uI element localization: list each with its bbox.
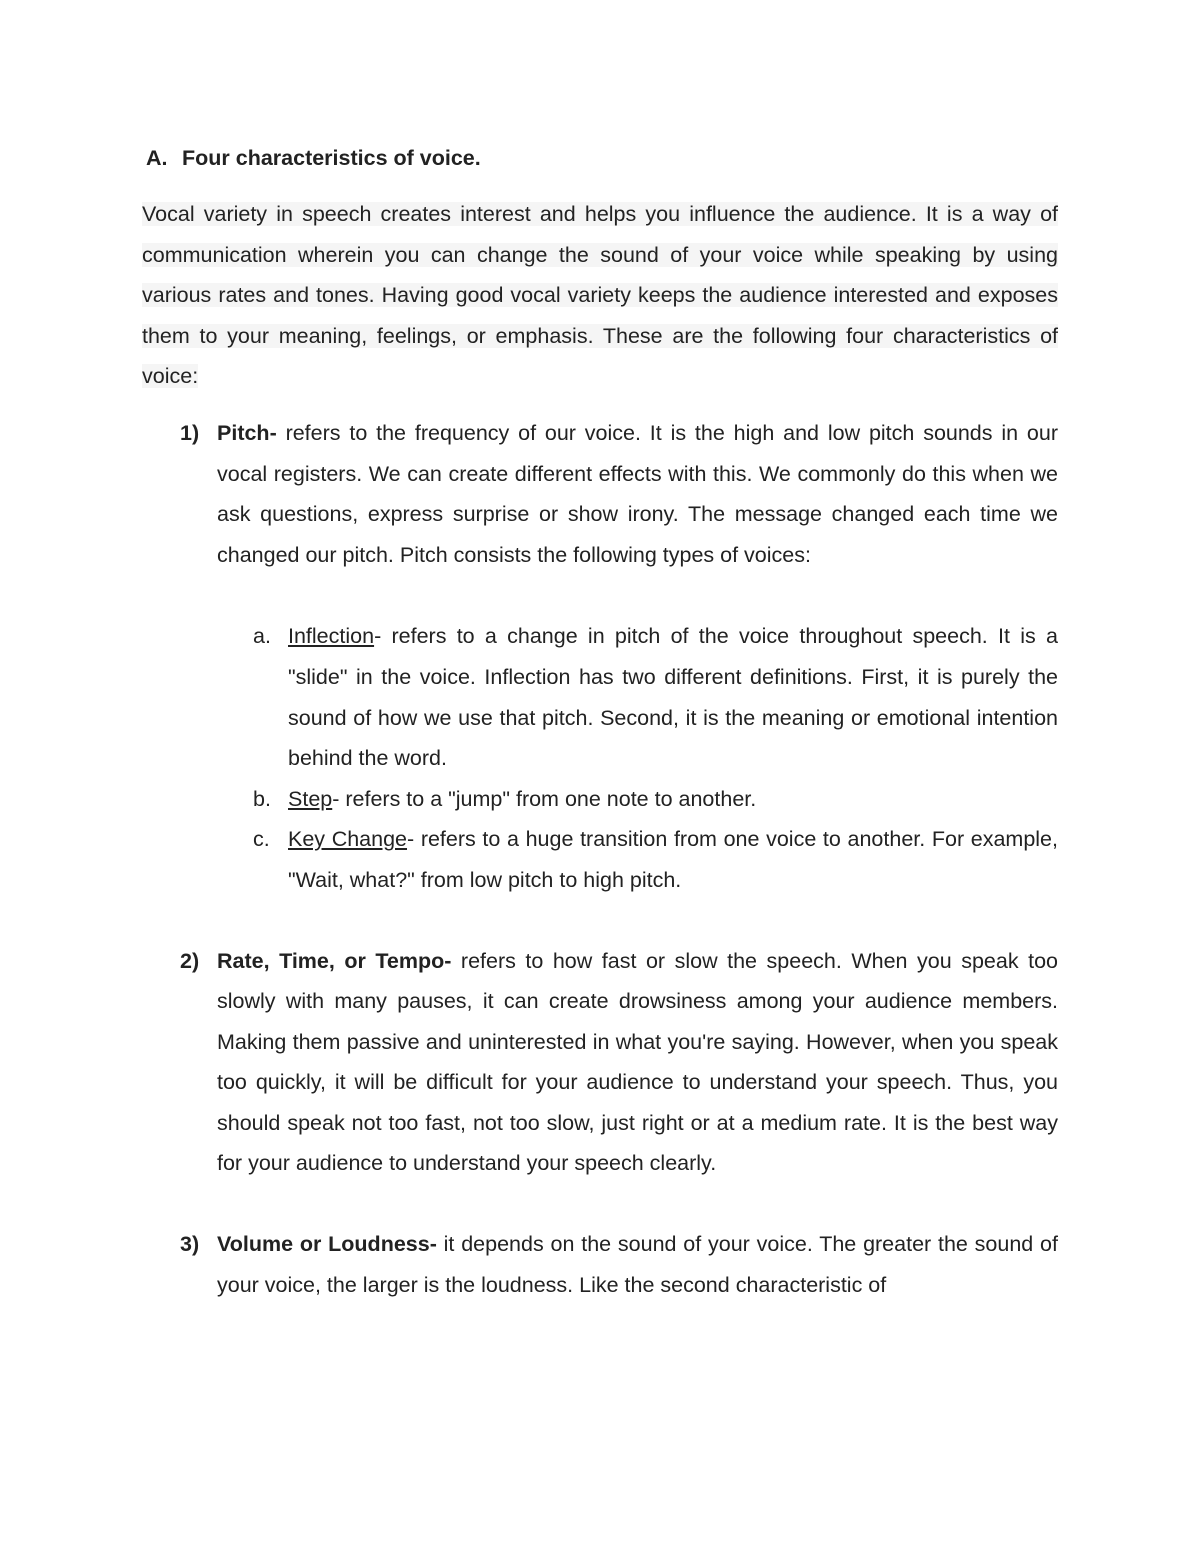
list-item-volume — [142, 1224, 1058, 1305]
term-inflection: Inflection — [288, 624, 375, 649]
sub-item-inflection — [217, 616, 1058, 778]
intro-paragraph — [142, 194, 1058, 397]
section-title: Four characteristics of voice. — [182, 146, 481, 170]
term-key-change: Key Change — [288, 827, 408, 852]
pitch-types-list — [217, 616, 1058, 900]
section-letter: A. — [146, 146, 168, 170]
list-item-rate — [142, 941, 1058, 1225]
key-change-description: - refers to a huge transition from one voice to another. For example, "Wait, what?" from low pitch to high pitch. — [288, 827, 1058, 892]
step-description: - refers to a "jump" from one note to another. — [332, 786, 757, 811]
volume-description: it depends on the sound of your voice. The greater the sound of your voice, the larger is the loudness. Like the second characteristic of — [217, 1232, 1058, 1297]
document-page — [142, 138, 1058, 1305]
term-rate: Rate, Time, or Tempo- — [217, 948, 452, 973]
list-number: 2) — [180, 948, 200, 973]
list-number: 3) — [180, 1232, 200, 1257]
sub-letter: c. — [253, 827, 270, 852]
characteristics-list — [142, 413, 1058, 1305]
term-volume: Volume or Loudness- — [217, 1232, 437, 1257]
list-item-pitch — [142, 413, 1058, 941]
term-step: Step — [288, 786, 333, 811]
rate-description: refers to how fast or slow the speech. When you speak too slowly with many pauses, it can create drowsiness among your audience members. Making them passive and uninterested in what you're saying. However, when you speak too quickly, it will be difficult for your audience to understand your speech. Thus, you should speak not too fast, not too slow, just right or at a medium rate. It is the best way for your audience to understand your speech clearly. — [217, 948, 1058, 1176]
term-pitch: Pitch- — [217, 420, 277, 445]
inflection-description: - refers to a change in pitch of the voice throughout speech. It is a "slide" in the voice. Inflection has two different definitions. First, it is purely the sound of how we use that pitch. Second, it is the meaning or emotional intention behind the word. — [288, 624, 1058, 771]
pitch-description: refers to the frequency of our voice. It is the high and low pitch sounds in our vocal registers. We can create different effects with this. We commonly do this when we ask questions, express surprise or show irony. The message changed each time we changed our pitch. Pitch consists the following types of voices: — [217, 420, 1058, 567]
sub-letter: a. — [253, 624, 271, 649]
list-number: 1) — [180, 420, 200, 445]
sub-item-key-change — [217, 819, 1058, 900]
sub-item-step — [217, 779, 1058, 820]
intro-text: Vocal variety in speech creates interest and helps you influence the audience. It is a way of communication wherein you can change the sound of your voice while speaking by using various rates and tones. Having good vocal variety keeps the audience interested and exposes them to your meaning, feelings, or emphasis. These are the following four characteristics of voice: — [142, 202, 1058, 389]
sub-letter: b. — [253, 786, 271, 811]
section-heading — [146, 138, 1058, 178]
